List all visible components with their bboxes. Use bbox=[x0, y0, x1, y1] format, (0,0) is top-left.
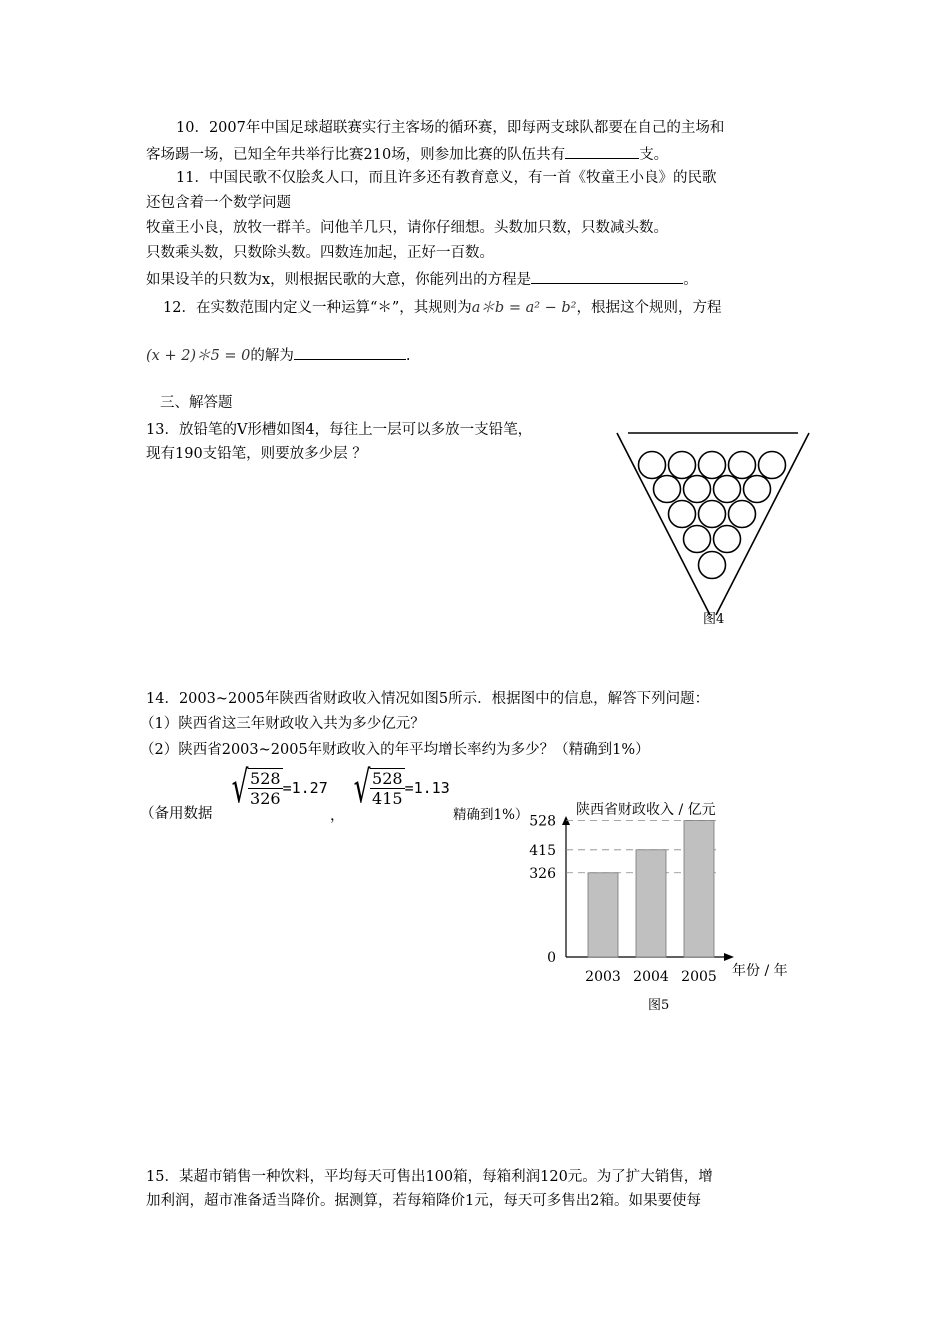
figure-4-v-groove bbox=[612, 425, 812, 637]
q14-line2: （1）陕西省这三年财政收入共为多少亿元？ bbox=[140, 716, 425, 732]
q14-line3: （2）陕西省2003~2005年财政收入的年平均增长率约为多少？（精确到1%） bbox=[140, 742, 650, 758]
q11-line1: 11．中国民歌不仅脍炙人口，而且许多还有教育意义，有一首《牧童王小良》的民歌 bbox=[176, 170, 717, 186]
figure-5-bar-chart bbox=[520, 795, 810, 995]
x-tick-label: 2005 bbox=[681, 969, 717, 985]
q13-line2: 现有190支铅笔，则要放多少层 ？ bbox=[146, 446, 367, 462]
q12-answer-blank[interactable] bbox=[294, 344, 406, 360]
y-tick-label: 528 bbox=[529, 813, 556, 830]
q10-answer-blank[interactable] bbox=[565, 143, 639, 159]
bar-2005 bbox=[684, 821, 714, 957]
sqrt-expression-2: √ $\frac{528}{415}$ =1.13 bbox=[353, 762, 450, 813]
q15-line1: 15．某超市销售一种饮料，平均每天可售出100箱，每箱利润120元。为了扩大销售，增 bbox=[146, 1169, 713, 1185]
figure-5-caption: 图5 bbox=[648, 998, 670, 1013]
bar-2004 bbox=[636, 850, 666, 957]
q12-rule: a＊b = a² − b² bbox=[471, 300, 577, 316]
q14-backup-prefix: （备用数据 bbox=[140, 806, 213, 822]
q12-line1: 12．在实数范围内定义一种运算“＊”，其规则为a＊b = a² − b²，根据这个规则，方程 bbox=[163, 300, 722, 316]
x-tick-label: 2004 bbox=[633, 969, 669, 985]
q11-line2: 还包含着一个数学问题 bbox=[146, 195, 291, 211]
section-heading: 三、解答题 bbox=[160, 395, 233, 411]
bar-2003 bbox=[588, 873, 618, 957]
q12-line2: (x + 2)＊5 = 0的解为 . bbox=[146, 344, 411, 366]
chart-title: 陕西省财政收入 / 亿元 bbox=[576, 802, 716, 818]
figure-4-caption: 图4 bbox=[703, 612, 725, 627]
y-tick-label: 415 bbox=[529, 842, 556, 859]
x-tick-label: 2003 bbox=[585, 969, 621, 985]
sqrt-sign-icon: √ bbox=[231, 762, 249, 813]
q11-line3: 牧童王小良，放牧一群羊。问他羊几只，请你仔细想。头数加只数，只数减头数。 bbox=[146, 220, 668, 236]
q13-line1: 13．放铅笔的V形槽如图4，每往上一层可以多放一支铅笔， bbox=[146, 422, 533, 438]
q11-line4: 只数乘头数，只数除头数。四数连加起，正好一百数。 bbox=[146, 245, 494, 261]
q12-equation: (x + 2)＊5 = 0 bbox=[146, 348, 251, 364]
y-tick-label: 326 bbox=[529, 865, 556, 882]
x-axis-arrow-icon bbox=[724, 953, 734, 961]
q14-separator: ， bbox=[330, 808, 345, 824]
q15-line2: 加利润，超市准备适当降价。据测算，若每箱降价1元，每天可多售出2箱。如果要使每 bbox=[146, 1193, 701, 1209]
y-tick-label: 0 bbox=[547, 950, 556, 966]
x-axis-label: 年份 / 年 bbox=[732, 963, 788, 979]
q14-backup-suffix: 精确到1%） bbox=[453, 807, 529, 823]
q11-line5: 如果设羊的只数为x，则根据民歌的大意，你能列出的方程是 。 bbox=[146, 268, 698, 290]
q10-line2: 客场踢一场，已知全年共举行比赛210场，则参加比赛的队伍共有 支。 bbox=[146, 143, 668, 165]
sqrt-expression-1: √ $\frac{528}{326}$ =1.27 bbox=[231, 762, 328, 813]
q11-answer-blank[interactable] bbox=[531, 268, 683, 284]
q14-line1: 14．2003~2005年陕西省财政收入情况如图5所示．根据图中的信息，解答下列问题： bbox=[146, 691, 710, 707]
q10-line1: 10．2007年中国足球超联赛实行主客场的循环赛，即每两支球队都要在自己的主场和 bbox=[176, 120, 725, 136]
sqrt-sign-icon: √ bbox=[353, 762, 371, 813]
